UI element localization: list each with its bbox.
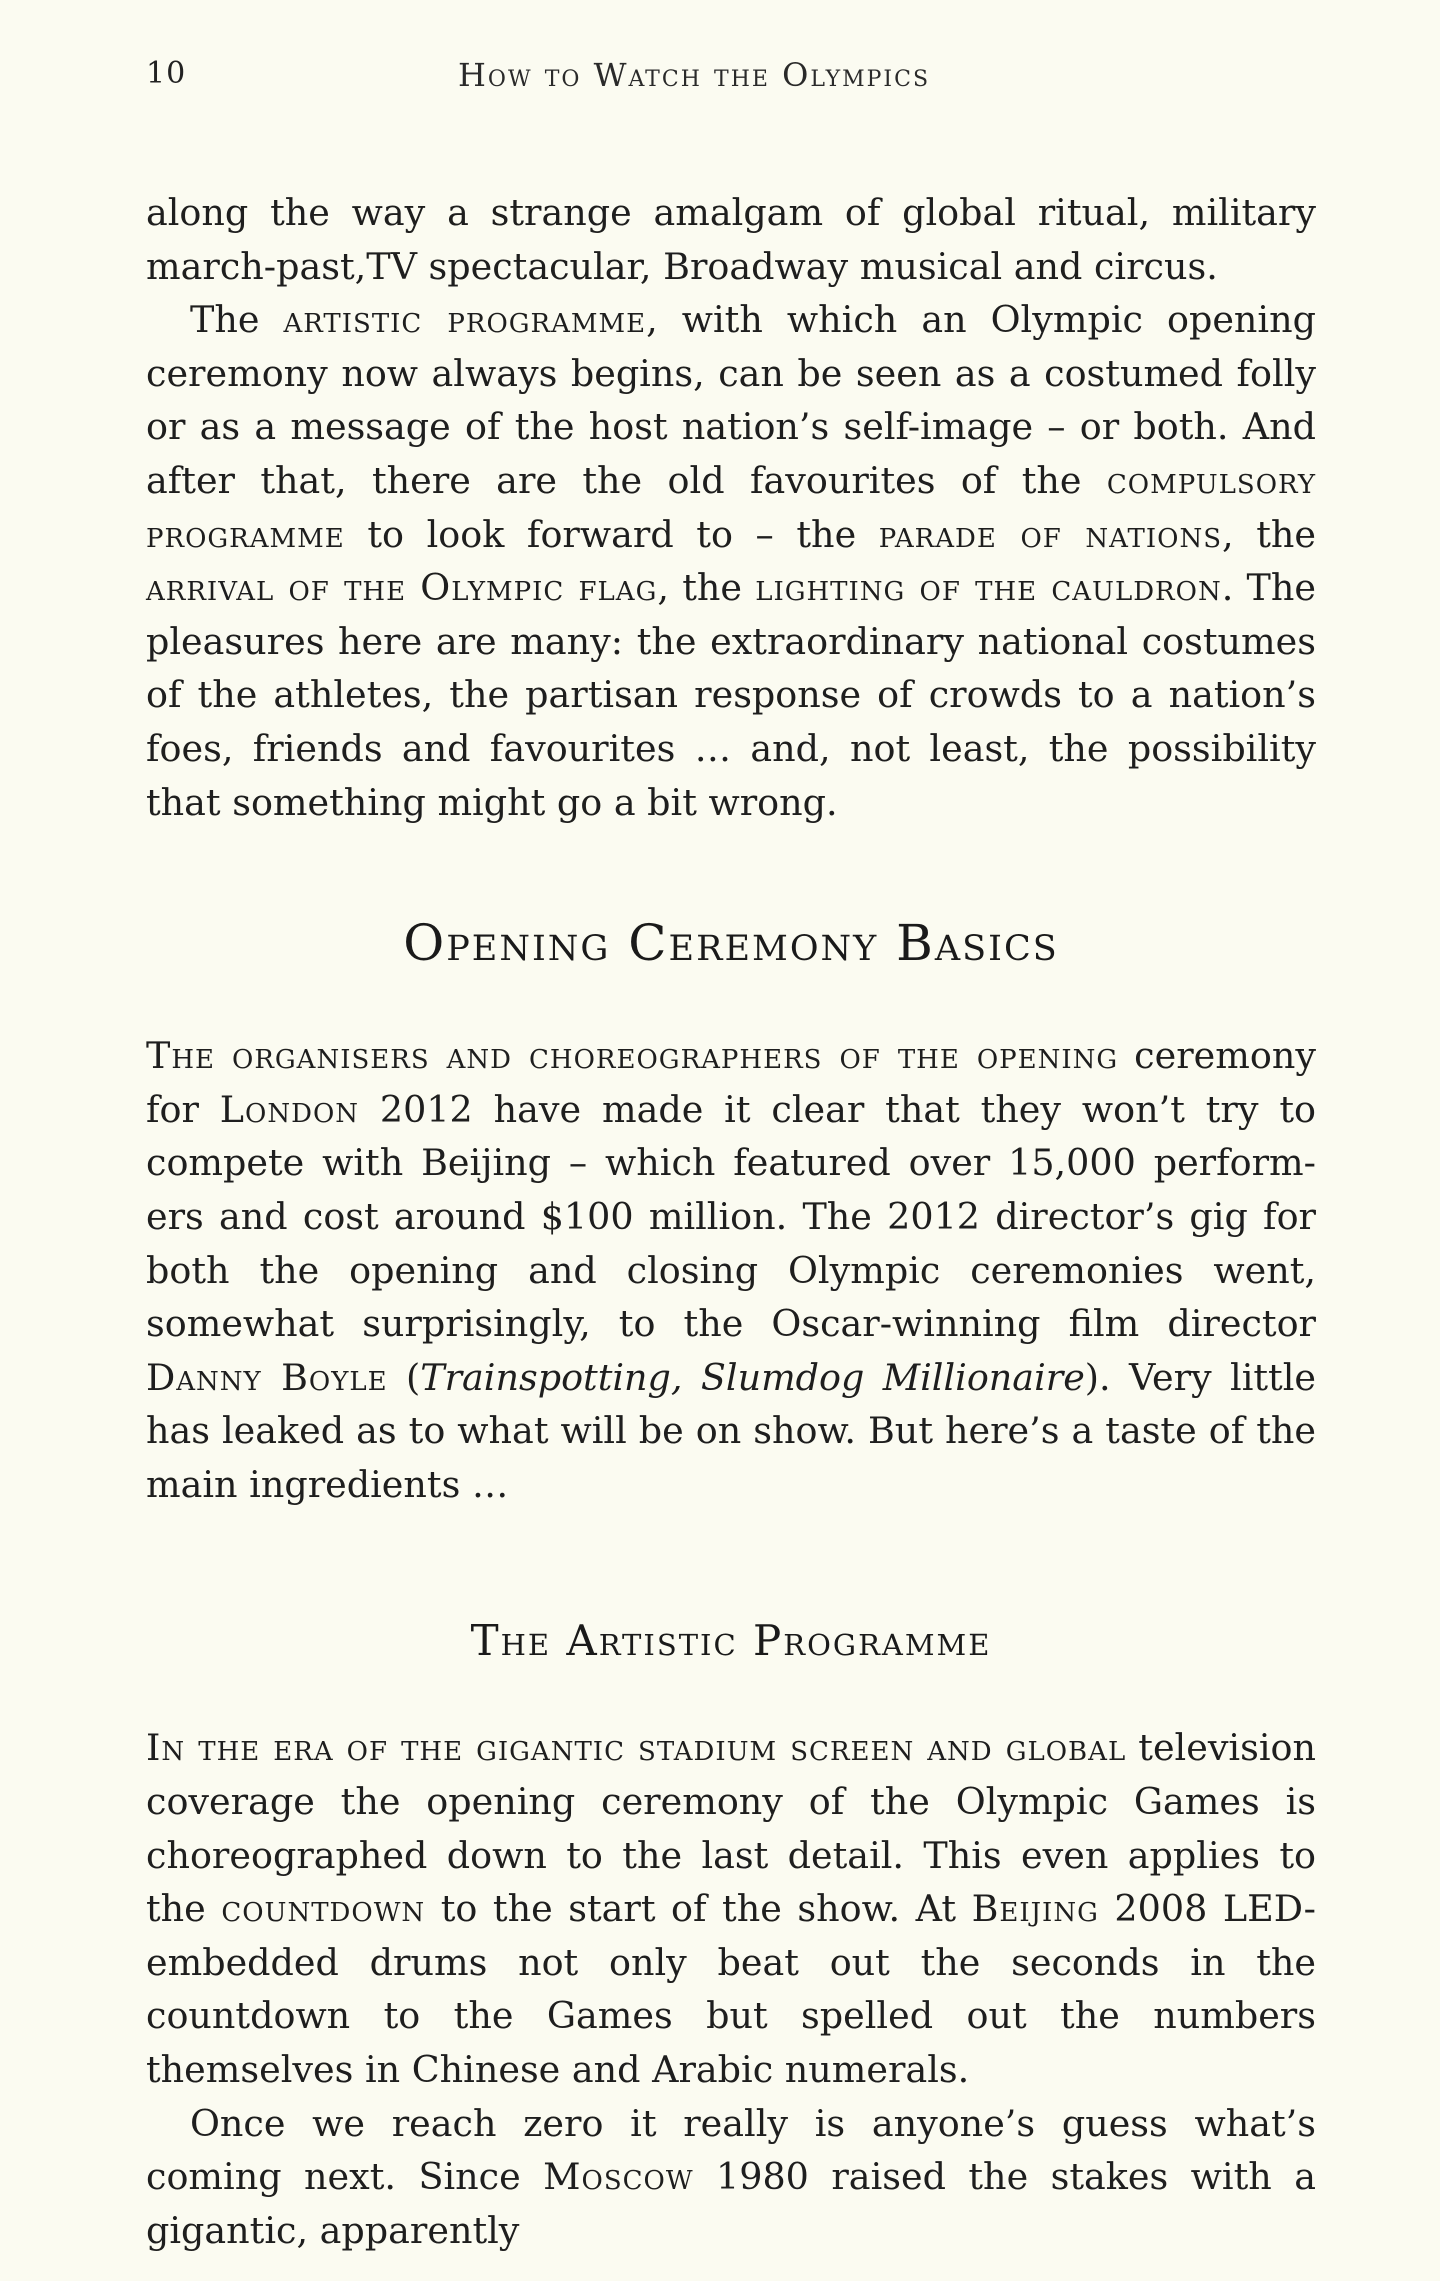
term-countdown: countdown <box>221 1887 426 1931</box>
term-compulsory-programme: compulsory programme <box>146 458 1316 556</box>
term-moscow: Moscow <box>543 2155 694 2199</box>
term-artistic-programme: artistic programme <box>283 298 647 342</box>
running-header <box>0 52 1440 102</box>
subsection-heading: The Artistic Programme <box>470 1616 992 1666</box>
term-parade-of-nations: parade of nations <box>878 512 1223 556</box>
continuation-paragraph: along the way a strange amalgam of global ritual, military march-past,TV spectacular, Broadway musical and circus. <box>146 191 1316 288</box>
paragraph-era: In the era of the gigantic stadium screen and global television coverage the opening ceremony of the Olympic Games is choreographed down to the last detail. This even applies to the countdown to the start of the show. At Beijing 2008 LED-embedded drums not only beat out the seconds in the countdown to the Games but spelled out the numbers themselves in Chinese and Arabic numerals. <box>146 1726 1316 2092</box>
paragraph-zero: Once we reach zero it really is anyone’s guess what’s coming next. Since Moscow 1980 raised the stakes with a gigantic, apparently <box>146 2101 1316 2252</box>
page-number: 10 <box>146 56 187 91</box>
term-beijing: Beijing <box>971 1887 1099 1931</box>
body-text <box>146 186 1316 2257</box>
term-london: London <box>219 1087 360 1131</box>
term-lighting-of-cauldron: lighting of the cauldron <box>755 566 1222 610</box>
paragraph-artistic-programme: The artistic programme, with which an Olympic opening ceremony now always begins, can be seen as a costumed folly or as a message of the host nation’s self-image – or both. And after that, there are the old favourites of the compulsory programme to look forward to – the parade of nations, the arrival of the Olympic flag, the lighting of the cauldron. The pleasures here are many: the extraordinary national costumes of the athletes, the partisan response of crowds to a nation’s foes, friends and favourites … and, not least, the possibility that something might go a bit wrong. <box>146 298 1316 824</box>
section-heading: Opening Ceremony Basics <box>403 914 1059 973</box>
film-titles: Trainspotting, Slumdog Millionaire <box>420 1355 1085 1399</box>
running-title: How to Watch the Olympics <box>458 56 931 94</box>
term-arrival-of-olympic-flag: arrival of the Olympic flag <box>146 566 658 610</box>
lead-in-small-caps: In the era of the gigantic stadium screen and global <box>146 1726 1127 1770</box>
paragraph-basics: The organisers and choreographers of the opening ceremony for London 2012 have made it clear that they won’t try to compete with Beijing – which featured over 15,000 perform-ers and cost around $100 million. The 2012 director’s gig for both the opening and closing Olympic ceremonies went, somewhat surprisingly, to the Oscar-winning film director Danny Boyle (Trainspotting, Slumdog Millionaire). Very little has leaked as to what will be on show. But here’s a taste of the main ingredients … <box>146 1034 1317 1506</box>
term-danny-boyle: Danny Boyle <box>146 1355 388 1399</box>
lead-in-small-caps: The organisers and choreographers of the opening <box>146 1034 1119 1078</box>
